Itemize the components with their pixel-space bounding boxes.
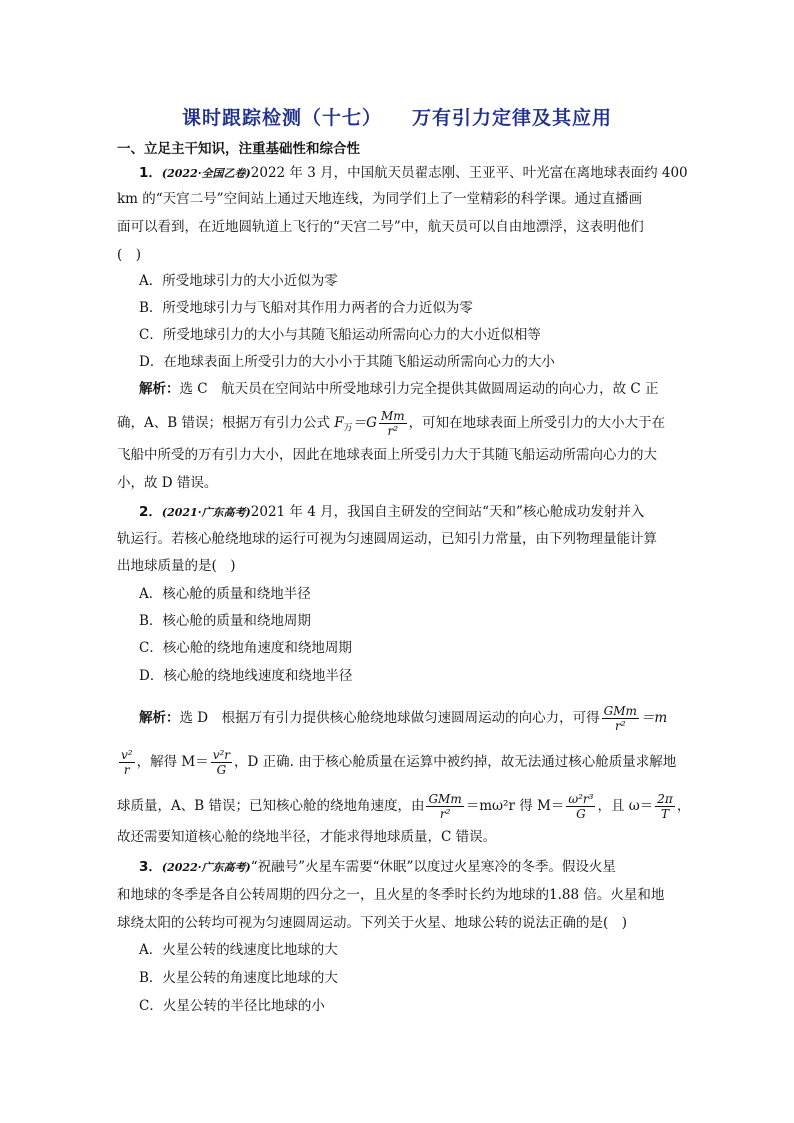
fraction-numerator: GMm	[603, 704, 637, 718]
question-source: (2022·全国乙卷)	[161, 167, 251, 180]
analysis-label: 解析：	[139, 710, 180, 726]
analysis-label: 解析：	[139, 381, 180, 397]
fraction-denominator: G	[576, 807, 586, 821]
question-source: (2022·广东高考)	[161, 861, 251, 874]
fraction	[426, 792, 463, 821]
analysis-text: ，D 正确. 由于核心舱质量在运算中被约掉，故无法通过核心舱质量求解地	[234, 754, 677, 770]
analysis-text: ，	[676, 798, 691, 814]
analysis-text: 确，A、B 错误；根据万有引力公式	[117, 415, 335, 431]
fraction	[211, 748, 232, 777]
analysis-text: 故还需要知道核心舱的绕地半径，才能求得地球质量，C 错误。	[117, 829, 497, 845]
fraction-numerator: GMm	[428, 792, 462, 806]
question-text: 轨运行。若核心舱绕地球的运行可视为匀速圆周运动，已知引力常量，由下列物理量能计算	[117, 531, 657, 547]
fraction-denominator: r²	[614, 719, 626, 733]
question-number: 1．	[139, 165, 162, 181]
section-heading: 一、立足主干知识，注重基础性和综合性	[117, 141, 360, 157]
question-number: 2．	[139, 504, 162, 520]
question-2-line	[139, 503, 644, 522]
fraction-denominator: r²	[387, 424, 399, 438]
analysis-text: ＝mω²r 得 M＝	[465, 798, 565, 814]
question-text: 面可以看到，在近地圆轨道上飞行的“天宫二号”中，航天员可以自由地漂浮，这表明他们	[117, 219, 644, 235]
analysis-2-line3	[117, 792, 690, 821]
option-d: D．在地球表面上所受引力的大小小于其随飞船运动所需向心力的大小	[139, 354, 555, 370]
analysis-text: 小，故 D 错误。	[117, 475, 218, 491]
fraction	[379, 409, 407, 438]
option-c: C．火星公转的半径比地球的小	[139, 998, 325, 1014]
title-right: 万有引力定律及其应用	[412, 107, 613, 129]
option-b: B．核心舱的质量和绕地周期	[139, 613, 311, 629]
formula-symbol: ＝G	[352, 415, 377, 431]
question-text: “祝融号”火星车需要“休眠”以度过火星寒冷的冬季。假设火星	[250, 859, 616, 875]
question-text: 出地球质量的是( )	[117, 558, 236, 574]
option-b: B．火星公转的角速度比地球的大	[139, 970, 338, 986]
analysis-2-line2	[117, 748, 676, 777]
question-text: km 的“天宫二号”空间站上通过天地连线，为同学们上了一堂精彩的科学课。通过直播画	[117, 191, 643, 207]
analysis-text: 选 D 根据万有引力提供核心舱绕地球做匀速圆周运动的向心力，可得	[179, 710, 600, 726]
fraction	[119, 748, 135, 777]
option-d: D．核心舱的绕地线速度和绕地半径	[139, 668, 353, 684]
answer-bracket: ( )	[117, 247, 142, 263]
question-number: 3．	[139, 859, 162, 875]
fraction-numerator: Mm	[380, 409, 405, 423]
fraction-numerator: v²r	[212, 748, 231, 762]
fraction-denominator: T	[661, 807, 670, 821]
formula-subscript: 万	[343, 423, 353, 434]
analysis-text: 选 C 航天员在空间站中所受地球引力完全提供其做圆周运动的向心力，故 C 正	[179, 381, 659, 397]
analysis-text: ，可知在地球表面上所受引力的大小大于在	[408, 415, 666, 431]
analysis-1	[139, 380, 659, 398]
title-left: 课时跟踪检测（十七）	[181, 107, 382, 129]
question-text: 球绕太阳的公转均可视为匀速圆周运动。下列关于火星、地球公转的说法正确的是( )	[117, 915, 628, 931]
analysis-2	[139, 704, 667, 733]
option-b: B．所受地球引力与飞船对其作用力两者的合力近似为零	[139, 300, 473, 316]
fraction-denominator: r	[123, 763, 130, 777]
formula-symbol: ＝m	[640, 710, 668, 726]
question-1-line	[139, 164, 688, 183]
analysis-text: 飞船中所受的万有引力大小，因此在地球表面上所受引力大于其随飞船运动所需向心力的大	[117, 447, 657, 463]
option-a: A．核心舱的质量和绕地半径	[139, 586, 311, 602]
question-text: 2021 年 4 月，我国自主研发的空间站“天和”核心舱成功发射并入	[250, 504, 645, 520]
fraction-denominator: G	[216, 763, 227, 777]
fraction-denominator: r²	[439, 807, 451, 821]
question-text: 2022 年 3 月，中国航天员翟志刚、王亚平、叶光富在离地球表面约 400	[250, 165, 688, 181]
analysis-text: 球质量，A、B 错误；已知核心舱的绕地角速度，由	[117, 798, 425, 814]
option-a: A．火星公转的线速度比地球的大	[139, 942, 338, 958]
formula-symbol: F	[334, 415, 344, 431]
fraction	[602, 704, 639, 733]
analysis-text: ，解得 M＝	[136, 754, 209, 770]
fraction-numerator: 2π	[657, 792, 673, 806]
fraction-numerator: v²	[121, 748, 133, 762]
fraction-numerator: ω²r³	[568, 792, 594, 806]
option-a: A．所受地球引力的大小近似为零	[139, 273, 338, 289]
question-3-line	[139, 858, 616, 877]
option-c: C．所受地球引力的大小与其随飞船运动所需向心力的大小近似相等	[139, 327, 541, 343]
fraction	[566, 792, 595, 821]
question-source: (2021·广东高考)	[161, 506, 251, 519]
analysis-text: ，且 ω＝	[597, 798, 654, 814]
page-title	[0, 103, 794, 130]
option-c: C．核心舱的绕地角速度和绕地周期	[139, 640, 352, 656]
fraction	[655, 792, 675, 821]
analysis-1-formula-line	[117, 409, 665, 438]
question-text: 和地球的冬季是各自公转周期的四分之一，且火星的冬季时长约为地球的1.88 倍。火星和地	[117, 887, 665, 903]
